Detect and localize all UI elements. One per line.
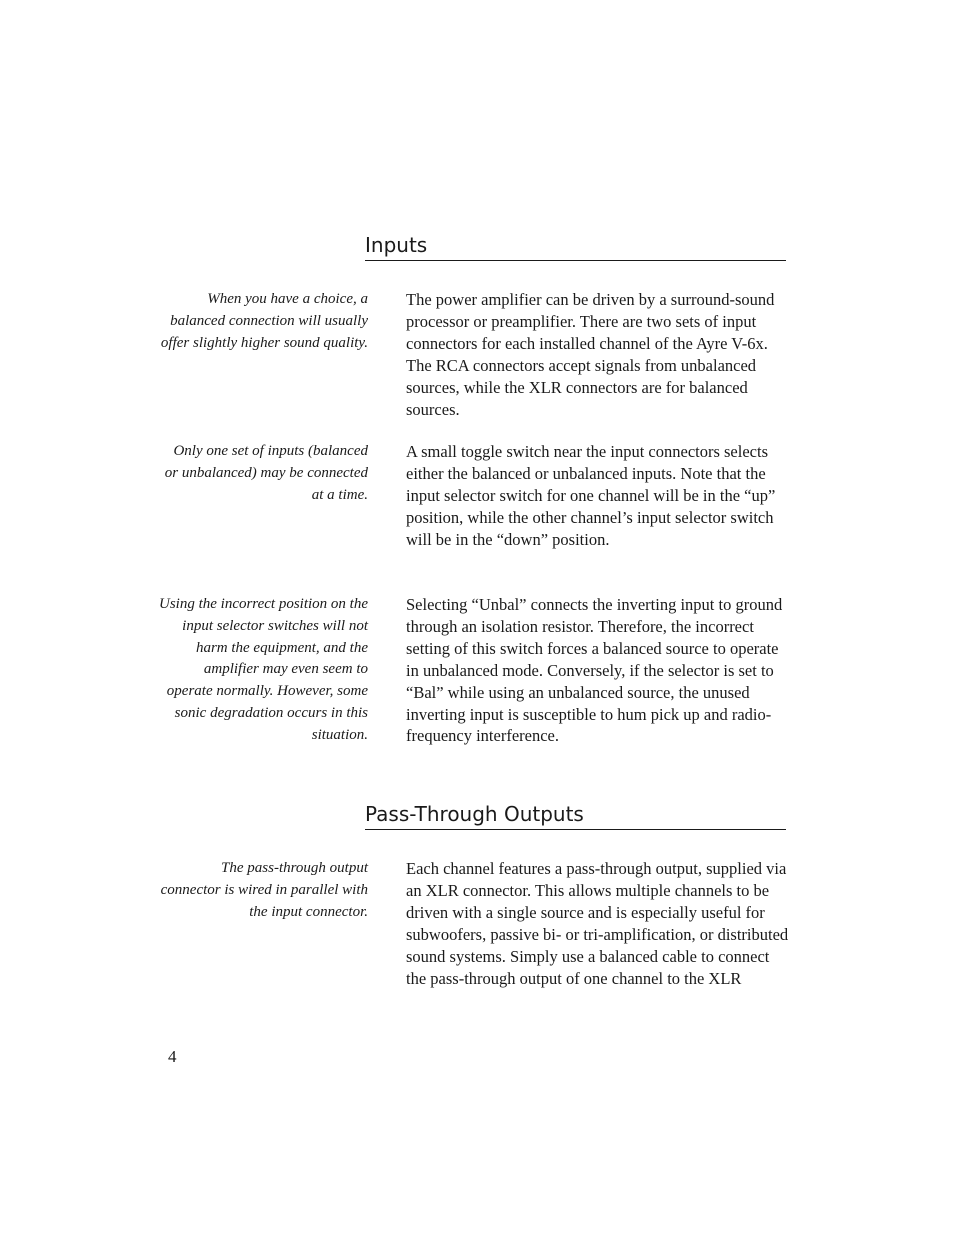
sidenote-one-input-set: Only one set of inputs (balanced or unbalanced) may be connected at a time. xyxy=(164,443,368,503)
sidenote-incorrect-position: Using the incorrect position on the input selector switches will not harm the equipment, and the amplifier may even seem to operate normally. However, some sonic degradation occurs in this situation. xyxy=(158,596,368,743)
paragraph-unbal-setting: Selecting “Unbal” connects the inverting input to ground through an isolation resistor. Therefore, the incorrect setting of this switch forces a balanced source to operate in unbalanced mode. Conversely, if the selector is set to “Bal” while using an unbalanced source, the unused inverting input is susceptible to hum pick up and radio-frequency interference. xyxy=(406,595,783,746)
paragraph-input-connectors: The power amplifier can be driven by a surround-sound processor or preamplifier. There are two sets of input connectors for each installed channel of the Ayre V-6x. The RCA connectors accept signals from unbalanced sources, while the XLR connectors are for balanced sources. xyxy=(406,290,775,419)
paragraph-toggle-switch: A small toggle switch near the input connectors selects either the balanced or unbalanced inputs. Note that the input selector switch for one channel will be in the “up” position, while the other channel’s input selector switch will be in the “down” position. xyxy=(406,442,776,549)
section-heading-pass-through-outputs: Pass-Through Outputs xyxy=(365,801,786,830)
section-heading-inputs: Inputs xyxy=(365,232,786,261)
sidenote-balanced-quality: When you have a choice, a balanced connection will usually offer slightly higher sound quality. xyxy=(160,291,368,351)
page-number: 4 xyxy=(168,1047,177,1066)
paragraph-pass-through-output: Each channel features a pass-through output, supplied via an XLR connector. This allows multiple channels to be driven with a single source and is especially useful for subwoofers, passive bi- or tri-amplification, or distributed sound systems. Simply use a balanced cable to connect the pass-through output of one channel to the XLR xyxy=(406,859,789,988)
sidenote-pass-through-parallel: The pass-through output connector is wired in parallel with the input connector. xyxy=(160,860,368,920)
